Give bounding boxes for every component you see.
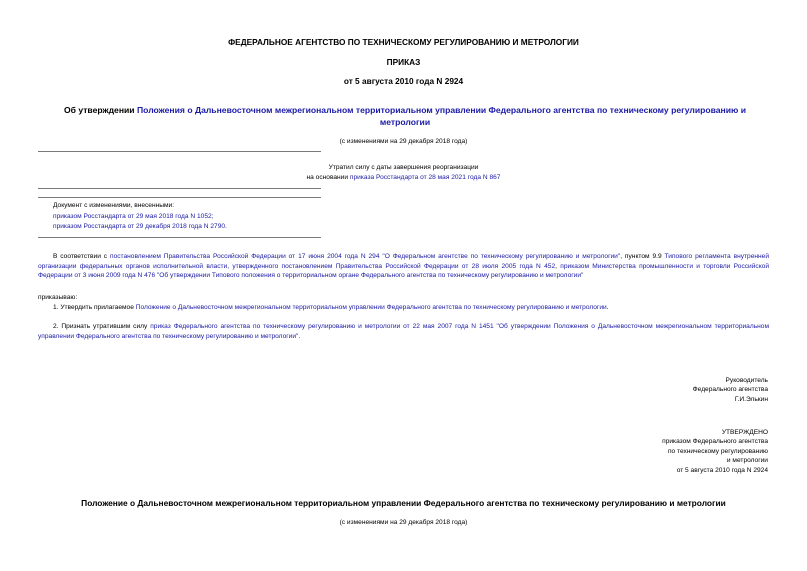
preamble-text: В соответствии с (53, 253, 108, 260)
regulation-link-2[interactable]: Положение о Дальневосточном межрегиональном территориальном управлении Федерального агентства по техническому регулированию и метрологии (135, 304, 607, 311)
regulation-link[interactable]: Положения о Дальневосточном межрегиональном территориальном управлении Федерального агентства по техническому регулированию и метрологии (136, 105, 747, 127)
approved-line: от 5 августа 2010 года N 2924 (676, 466, 768, 474)
item-2-text: . (298, 332, 301, 340)
rosstandart-867-link[interactable]: приказа Росстандарта от 28 мая 2021 года N 867 (349, 174, 501, 181)
changes-heading: Документ с изменениями, внесенными: (53, 202, 175, 209)
item-2-text: 2. Признать утратившим силу (53, 323, 148, 330)
signature-name: Г.И.Элькин (734, 395, 768, 403)
signature-agency: Федерального агентства (692, 386, 768, 394)
order-476-link[interactable]: приказом Министерства промышленности и торговли Российской Федерации от 3 июня 2009 года N 476 "Об утверждении Типового положения о территориальном органе Федерального агентства по техническому регулированию и метрологии" (38, 262, 770, 280)
approved-line: и метрологии (726, 457, 768, 465)
signature-position: Руководитель (725, 377, 768, 384)
divider (38, 188, 321, 189)
change-link-1052[interactable]: приказом Росстандарта от 29 мая 2018 года N 1052; (53, 213, 214, 220)
doc-type-heading: ПРИКАЗ (386, 57, 421, 67)
lost-force-line: Утратил силу с даты завершения реорганизации (328, 164, 479, 171)
agency-heading: ФЕДЕРАЛЬНОЕ АГЕНТСТВО ПО ТЕХНИЧЕСКОМУ РЕГУЛИРОВАНИЮ И МЕТРОЛОГИИ (228, 37, 579, 47)
date-number-heading: от 5 августа 2010 года N 2924 (343, 76, 464, 86)
approved-line: по техническому регулированию (667, 447, 768, 455)
title-prefix: Об утверждении (63, 105, 135, 115)
orders-word: приказываю: (38, 294, 78, 301)
decree-294-link[interactable]: постановлением Правительства Российской Федерации от 17 июня 2004 года N 294 "О Федеральном агентстве по техническому регулированию и метрологии" (110, 253, 621, 260)
item-1 (38, 303, 769, 313)
change-link-2790[interactable]: приказом Росстандарта от 29 декабря 2018 года N 2790. (53, 223, 227, 230)
lost-force-basis (0, 173, 807, 183)
typical-regulation-link[interactable]: Типового регламента внутренней организации федеральных органов исполнительной власти, утвержденного постановлением Правительства Российской Федерации от 28 июля 2005 года N 452 (38, 253, 770, 270)
divider (38, 237, 321, 238)
approved-line: приказом Федерального агентства (662, 438, 768, 446)
amendment-note-2: (с изменениями на 29 декабря 2018 года) (339, 519, 468, 526)
approval-block (662, 428, 768, 475)
divider (38, 151, 321, 152)
divider (38, 197, 321, 198)
approved-label: УТВЕРЖДЕНО (721, 429, 768, 436)
item-2 (38, 322, 769, 341)
preamble-text: , (555, 262, 557, 270)
order-title (40, 104, 770, 128)
amendment-note: (с изменениями на 29 декабря 2018 года) (339, 138, 468, 145)
order-1451-link[interactable]: приказ Федерального агентства по техническому регулированию и метрологии от 22 мая 2007 года N 1451 "Об утверждении Положения о Дальневосточном межрегиональном территориальном управлении Федерального агентства по техническому регулированию и метрологии" (38, 323, 769, 340)
preamble-text: , пунктом 9.9 (620, 253, 662, 260)
signature-block (693, 376, 768, 404)
preamble-paragraph (38, 252, 769, 281)
lost-force-prefix: на основании (306, 174, 349, 181)
item-1-text: . (606, 304, 609, 311)
item-1-text: 1. Утвердить прилагаемое (53, 304, 134, 311)
regulation-title: Положение о Дальневосточном межрегиональном территориальном управлении Федерального агентства по техническому регулированию и метрологии (81, 498, 726, 508)
